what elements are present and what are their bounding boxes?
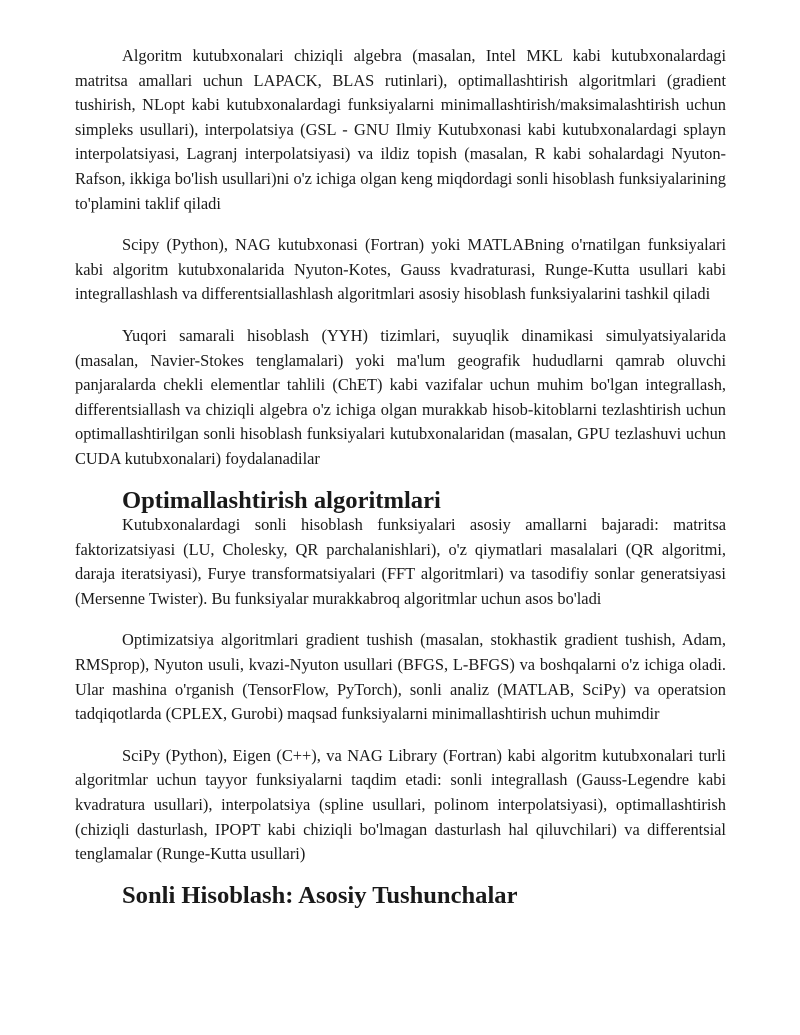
paragraph-scipy-eigen-nag: SciPy (Python), Eigen (C++), va NAG Library (Fortran) kabi algoritm kutubxonalari turli algoritmlar uchun tayyor funksiyalarni taqdim etadi: sonli integrallash (Gauss-Legendre kabi kvadratura usullari), interpolatsiya (spline usullari, polinom interpolatsiyasi), optimallashtirish (chiziqli dasturlash, IPOPT kabi chiziqli bo'lmagan dasturlash hal qiluvchilari) va differentsial tenglamalar (Runge-Kutta usullari) [75, 745, 726, 864]
paragraph-algorithm-libraries: Algoritm kutubxonalari chiziqli algebra (masalan, Intel MKL kabi kutubxonalardagi matritsa amallari uchun LAPACK, BLAS rutinlari), optimallashtirish algoritmlari (gradient tushirish, NLopt kabi kutubxonalardagi funksiyalarni minimallashtirish/maksimalashtirish uchun simpleks usullari), interpolatsiya (GSL - GNU Ilmiy Kutubxonasi kabi kutubxonalardagi splayn interpolatsiyasi, Lagranj interpolatsiyasi) va ildiz topish (masalan, R kabi sohalardagi Nyuton-Rafson, ikkiga bo'lish usullari)ni o'z ichiga olgan keng miqdordagi sonli hisoblash funksiyalarining to'plamini taklif qiladi [75, 46, 726, 213]
paragraph-hpc-systems: Yuqori samarali hisoblash (YYH) tizimlari, suyuqlik dinamikasi simulyatsiyalarida (masalan, Navier-Stokes tenglamalari) yoki ma'lum geografik hududlarni qamrab oluvchi panjaralarda chekli elementlar tahlili (ChET) kabi vazifalar uchun muhim bo'lgan integrallash, differentsiallash va chiziqli algebra o'z ichiga olgan murakkab hisob-kitoblarni tezlashtirish uchun optimallashtirilgan sonli hisoblash funksiyalari kutubxonalaridan (masalan, GPU tezlashuvi uchun CUDA kutubxonalari) foydalanadilar [75, 325, 726, 468]
paragraph-integration-libraries: Scipy (Python), NAG kutubxonasi (Fortran) yoki MATLABning o'rnatilgan funksiyalari kabi algoritm kutubxonalarida Nyuton-Kotes, Gauss kvadraturasi, Runge-Kutta usullari kabi integrallashlash va differentsiallashlash algoritmlari asosiy hisoblash funksiyalarini tashkil qiladi [75, 235, 726, 304]
section-heading-optimization: Optimallashtirish algoritmlari [122, 486, 441, 514]
paragraph-numeric-functions: Kutubxonalardagi sonli hisoblash funksiyalari asosiy amallarni bajaradi: matritsa faktorizatsiyasi (LU, Cholesky, QR parchalanishlari), o'z qiymatlari masalalari (QR algoritmi, daraja iteratsiyasi), Furye transformatsiyalari (FFT algoritmlari) va tasodifiy sonlar generatsiyasi (Mersenne Twister). Bu funksiyalar murakkabroq algoritmlar uchun asos bo'ladi [75, 515, 726, 608]
paragraph-optimization-algorithms: Optimizatsiya algoritmlari gradient tushish (masalan, stokhastik gradient tushish, Adam, RMSprop), Nyuton usuli, kvazi-Nyuton usullari (BFGS, L-BFGS) va boshqalarni o'z ichiga oladi. Ular mashina o'rganish (TensorFlow, PyTorch), sonli analiz (MATLAB, SciPy) va operatsion tadqiqotlarda (CPLEX, Gurobi) maqsad funksiyalarni minimallashtirish uchun muhimdir [75, 630, 726, 724]
section-heading-numeric-computing: Sonli Hisoblash: Asosiy Tushunchalar [122, 881, 518, 909]
